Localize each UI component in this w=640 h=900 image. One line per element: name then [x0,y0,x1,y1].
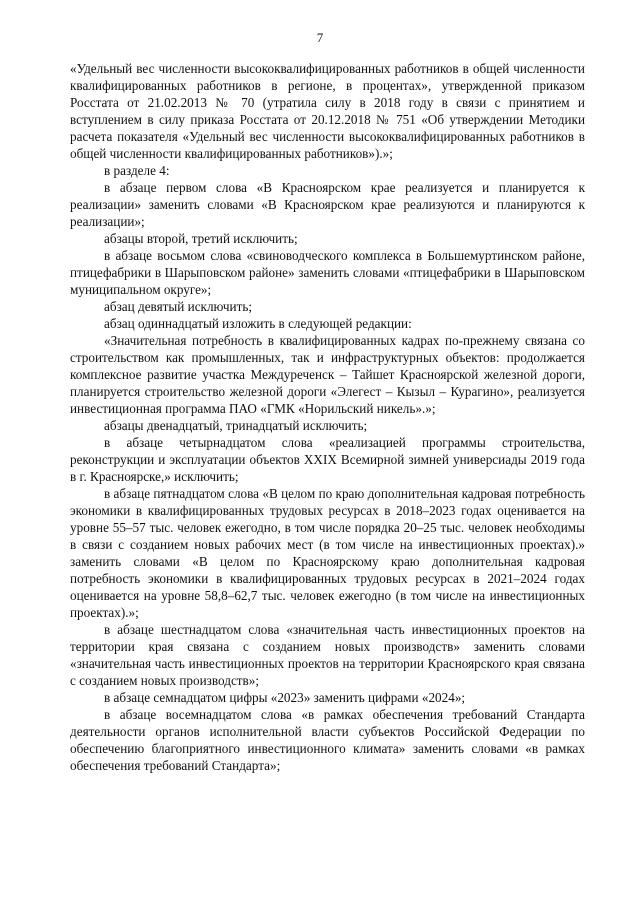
paragraph: «Удельный вес численности высококвалифицированных работников в общей численности квалифицированных работников в регионе, в процентах», утвержденной приказом Росстата от 21.02.2013 № 70 (утратила силу в 2018 году в связи с принятием и вступлением в силу приказа Росстата от 20.12.2018 № 751 «Об утверждении Методики расчета показателя «Удельный вес численности высококвалифицированных работников в общей численности квалифицированных работников»).»; [70,61,585,161]
paragraph: в абзаце пятнадцатом слова «В целом по краю дополнительная кадровая потребность экономики в квалифицированных трудовых ресурсах в 2018–2023 годах оценивается на уровне 55–57 тыс. человек ежегодно, в том числе порядка 20–25 тыс. человек необходимы в связи с созданием новых рабочих мест (в том числе на инвестиционных проектах).» заменить словами «В целом по Красноярскому краю дополнительная кадровая потребность экономики в квалифицированных трудовых ресурсах в 2021–2024 годах оценивается на уровне 58,8–62,7 тыс. человек ежегодно (в том числе на инвестиционных проектах).»; [70,486,585,620]
paragraph: в абзаце первом слова «В Красноярском крае реализуется и планируется к реализации» заменить словами «В Красноярском крае реализуются и планируются к реализации»; [70,180,585,229]
paragraph: абзацы двенадцатый, тринадцатый исключить; [104,418,368,433]
paragraph: абзац девятый исключить; [104,299,253,314]
document-body [70,60,585,774]
paragraph: в абзаце восьмом слова «свиноводческого комплекса в Большемуртинском районе, птицефабрики в Шарыповском районе» заменить словами «птицефабрики в Шарыповском муниципальном округе»; [70,248,585,297]
page-number: 7 [316,30,324,45]
paragraph: в абзаце семнадцатом цифры «2023» заменить цифрами «2024»; [104,690,466,705]
paragraph: «Значительная потребность в квалифицированных кадрах по-прежнему связана со строительством как промышленных, так и инфраструктурных объектов: продолжается комплексное развитие участка Междуреченск – Тайшет Красноярской железной дороги, планируется строительство железной дороги «Элегест – Кызыл – Курагино», реализуется инвестиционная программа ПАО «ГМК «Норильский никель».»; [70,333,585,416]
paragraph: абзац одиннадцатый изложить в следующей редакции: [104,316,412,331]
paragraph: в разделе 4: [104,163,170,178]
paragraph: в абзаце шестнадцатом слова «значительная часть инвестиционных проектов на территории края связана с созданием новых производств» заменить словами «значительная часть инвестиционных проектов на территории Красноярского края связана с созданием новых производств»; [70,622,585,688]
paragraph: в абзаце четырнадцатом слова «реализацией программы строительства, реконструкции и эксплуатации объектов XXIX Всемирной зимней универсиады 2019 года в г. Красноярске,» исключить; [70,435,585,484]
paragraph: в абзаце восемнадцатом слова «в рамках обеспечения требований Стандарта деятельности органов исполнительной власти субъектов Российской Федерации по обеспечению благоприятного инвестиционного климата» заменить словами «в рамках обеспечения требований Стандарта»; [70,707,585,773]
paragraph: абзацы второй, третий исключить; [104,231,298,246]
